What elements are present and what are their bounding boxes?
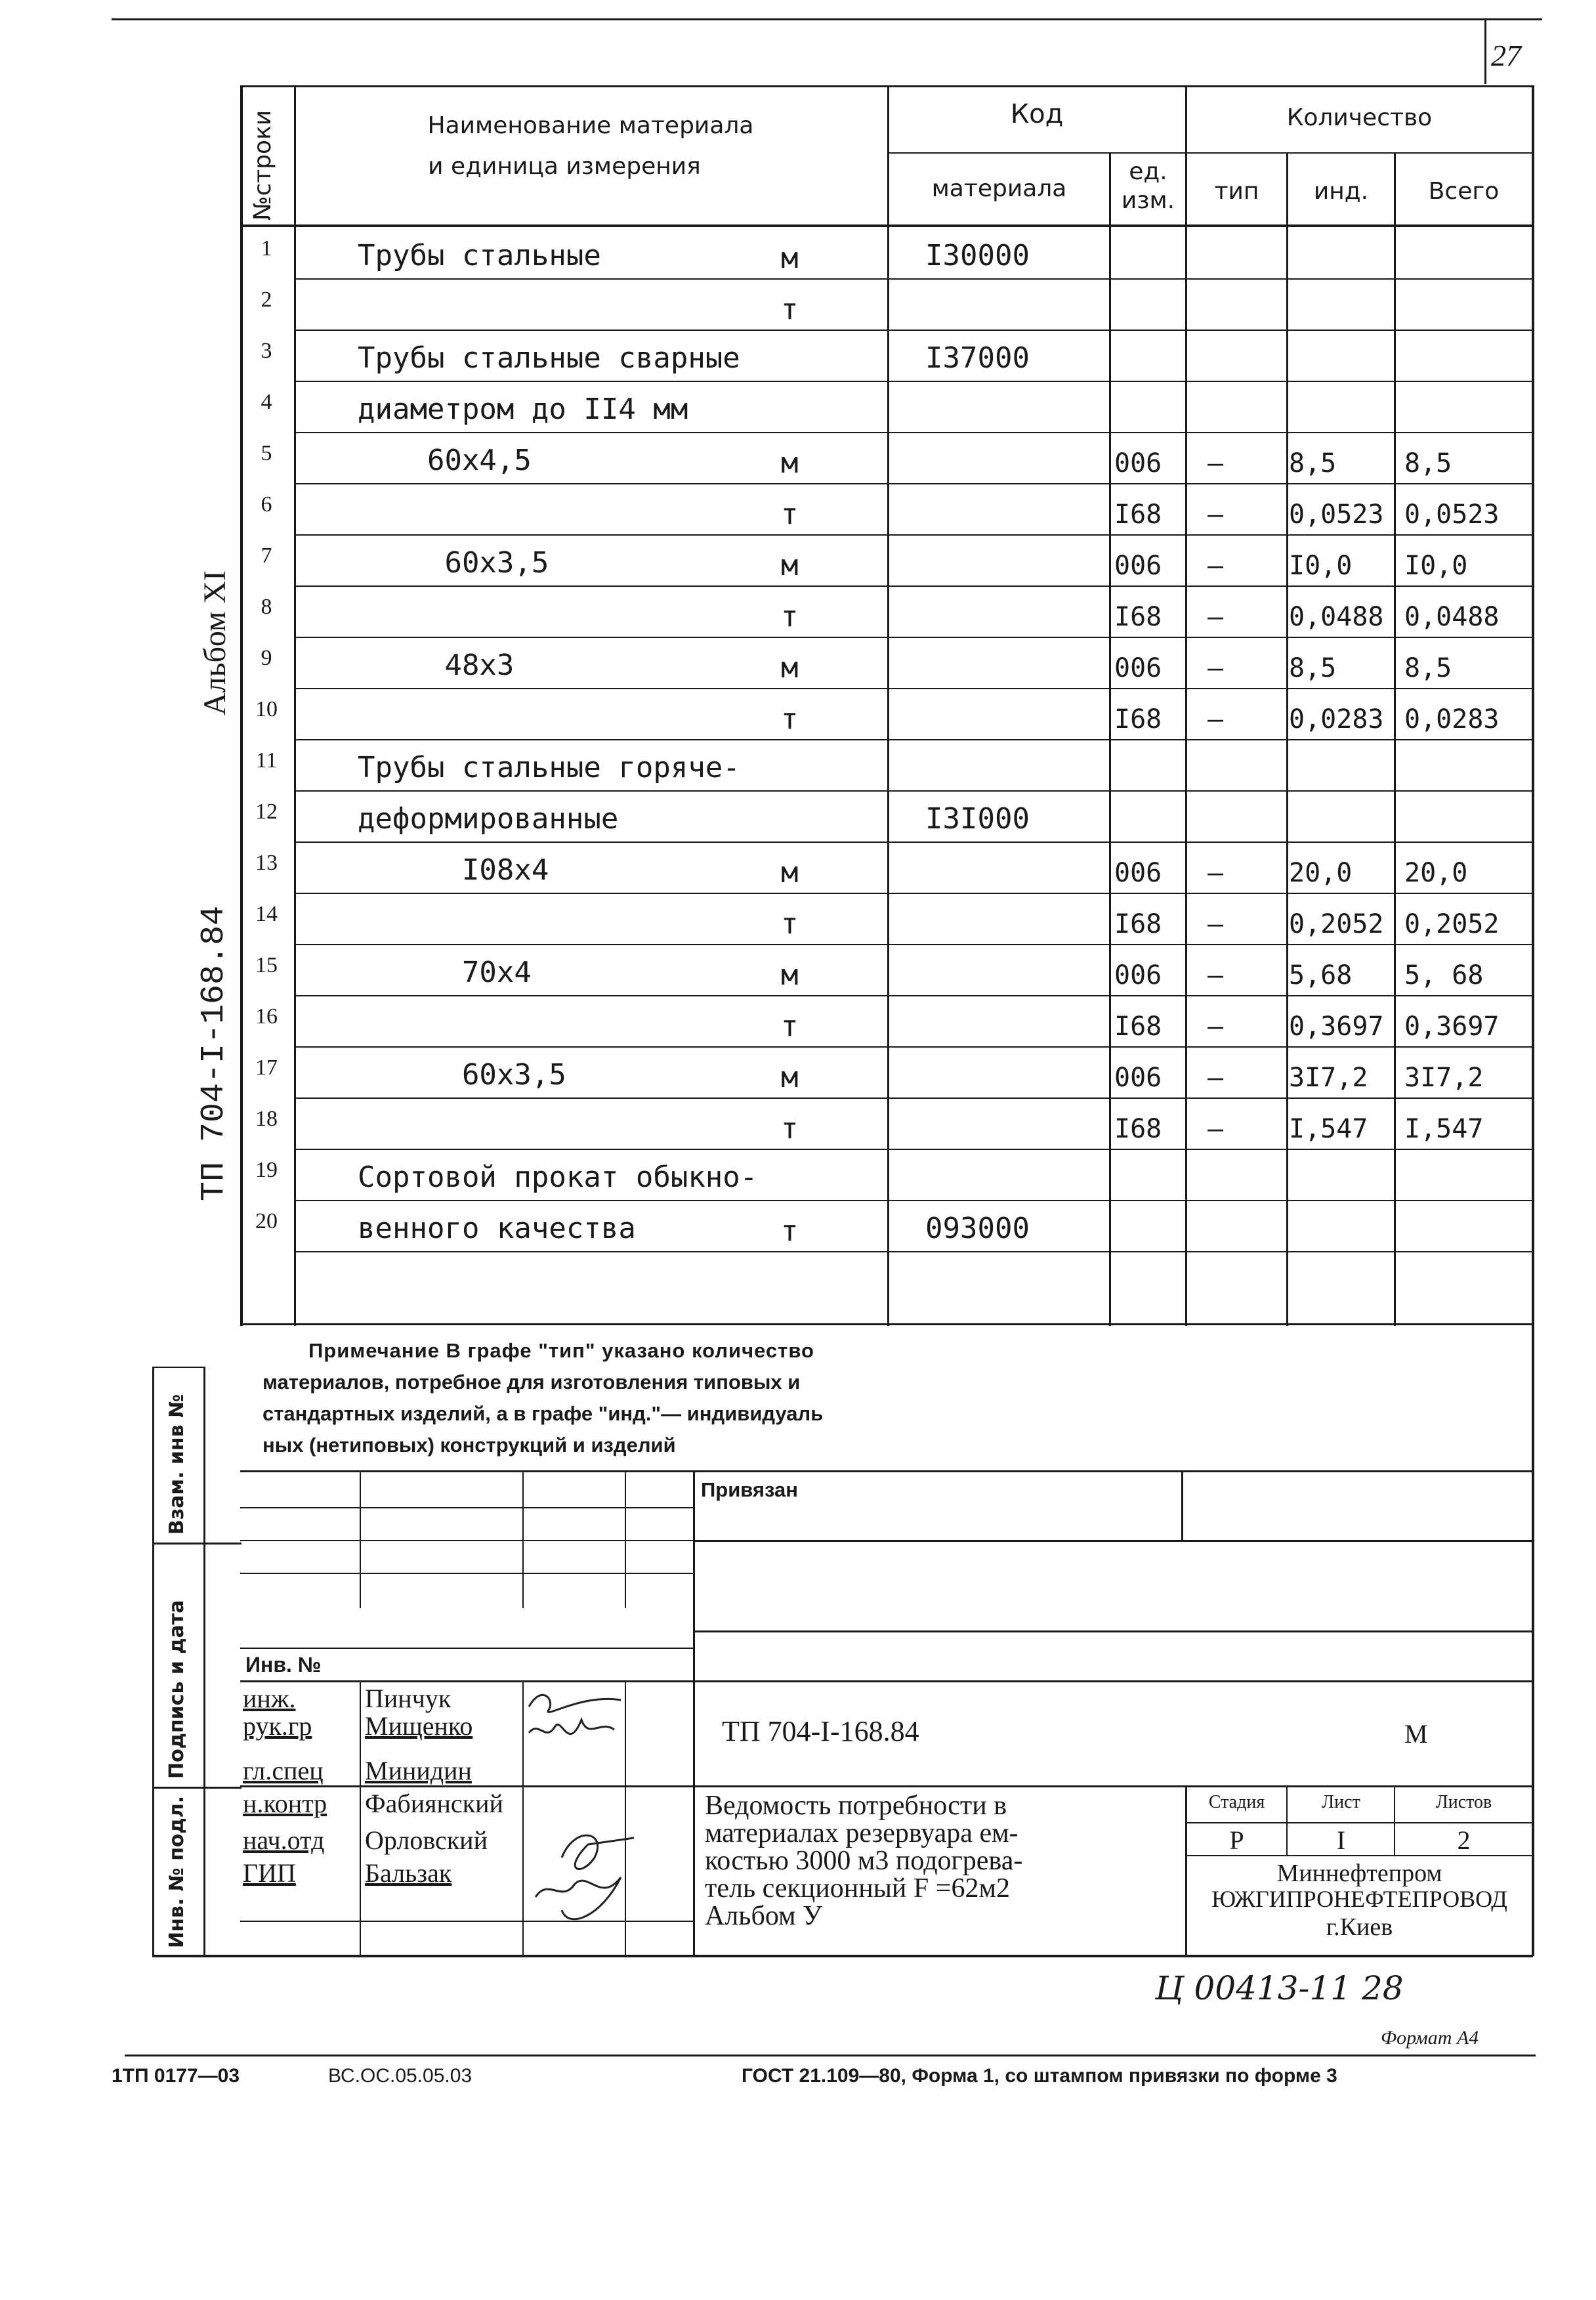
row-unit-code: I68 bbox=[1114, 909, 1162, 939]
sheet-label: Лист bbox=[1322, 1792, 1360, 1812]
row-qty-ind: 0,2052 bbox=[1289, 909, 1384, 939]
doc-title-4: тель секционный F =62м2 bbox=[705, 1873, 1011, 1904]
row-unit-letter: м bbox=[781, 856, 799, 889]
row-qty-ind: 5,68 bbox=[1289, 960, 1353, 990]
row-qty-type: – bbox=[1208, 909, 1224, 939]
doc-title-1: Ведомость потребности в bbox=[705, 1791, 1007, 1821]
row-qty-ind: 8,5 bbox=[1289, 448, 1337, 479]
sign-date-label: Подпись и дата bbox=[165, 1600, 188, 1779]
person-2: Мищенко bbox=[365, 1711, 473, 1741]
row-number: 12 bbox=[255, 799, 278, 824]
row-qty-total: I0,0 bbox=[1404, 551, 1468, 581]
row-number: 7 bbox=[261, 543, 272, 568]
row-qty-total: 0,0488 bbox=[1404, 602, 1500, 632]
row-name: 60x4,5 bbox=[358, 444, 532, 477]
row-qty-type: – bbox=[1208, 704, 1224, 735]
stage-value: Р bbox=[1229, 1825, 1244, 1855]
name-header-2: и единица измерения bbox=[428, 153, 701, 180]
row-qty-total: 8,5 bbox=[1404, 653, 1452, 683]
row-code: I37000 bbox=[925, 341, 1030, 375]
inv-no-label: Инв. № bbox=[245, 1653, 322, 1676]
role-1: инж. bbox=[243, 1684, 296, 1713]
note-line-4: ных (нетиповых) конструкций и изделий bbox=[262, 1434, 676, 1457]
privyazan-label: Привязан bbox=[701, 1478, 798, 1501]
row-name: венного качества bbox=[358, 1212, 636, 1245]
row-qty-ind: 3I7,2 bbox=[1289, 1063, 1368, 1093]
row-unit-letter: т bbox=[781, 1112, 799, 1145]
row-qty-type: – bbox=[1208, 500, 1224, 530]
row-name: деформированные bbox=[358, 802, 619, 836]
sheets-label: Листов bbox=[1435, 1792, 1492, 1812]
role-5: нач.отд bbox=[243, 1825, 325, 1855]
row-unit-letter: м bbox=[781, 958, 799, 992]
row-number: 10 bbox=[255, 697, 278, 721]
row-qty-type: – bbox=[1208, 551, 1224, 581]
person-6: Бальзак bbox=[365, 1858, 452, 1888]
row-qty-total: 8,5 bbox=[1404, 448, 1452, 479]
row-number: 5 bbox=[261, 441, 272, 465]
row-unit-letter: м bbox=[781, 549, 799, 582]
row-qty-type: – bbox=[1208, 1012, 1224, 1042]
doc-title-3: костью 3000 м3 подогрева- bbox=[705, 1846, 1023, 1876]
row-qty-total: 3I7,2 bbox=[1404, 1063, 1484, 1093]
role-4: н.контр bbox=[243, 1789, 327, 1818]
row-number: 6 bbox=[261, 492, 272, 517]
stage-label: Стадия bbox=[1208, 1792, 1265, 1812]
row-number: 9 bbox=[261, 646, 272, 670]
row-unit-letter: м bbox=[781, 242, 799, 275]
row-number: 2 bbox=[261, 288, 272, 312]
row-unit-code: I68 bbox=[1114, 704, 1162, 735]
qty-ind-header: инд. bbox=[1313, 178, 1369, 205]
row-qty-total: 0,3697 bbox=[1404, 1012, 1500, 1042]
row-unit-code: I68 bbox=[1114, 602, 1162, 632]
row-name: 70x4 bbox=[358, 956, 532, 989]
person-3: Минидин bbox=[365, 1756, 472, 1785]
album-label: Альбом XI bbox=[198, 570, 232, 715]
row-unit-code: I68 bbox=[1114, 1012, 1162, 1042]
note-line-1: Примечание В графе "тип" указано количество bbox=[308, 1339, 814, 1362]
row-code: I3I000 bbox=[925, 802, 1030, 836]
row-qty-type: – bbox=[1208, 960, 1224, 990]
row-unit-code: 006 bbox=[1114, 858, 1162, 888]
person-5: Орловский bbox=[365, 1825, 488, 1855]
inv-podl-label: Инв. № подл. bbox=[165, 1795, 188, 1948]
row-number: 4 bbox=[261, 390, 272, 414]
row-name: диаметром до II4 мм bbox=[358, 393, 688, 426]
quantity-header: Количество bbox=[1286, 104, 1433, 131]
row-number: 11 bbox=[255, 748, 278, 773]
row-qty-ind: 0,3697 bbox=[1289, 1012, 1384, 1042]
role-3: гл.спец bbox=[243, 1756, 324, 1785]
row-unit-code: I68 bbox=[1114, 1114, 1162, 1144]
row-code: 093000 bbox=[925, 1212, 1030, 1245]
row-number: 14 bbox=[255, 902, 278, 926]
footer-left: 1ТП 0177—03 bbox=[112, 2065, 240, 2087]
org-3: г.Киев bbox=[1326, 1913, 1393, 1941]
row-name: Трубы стальные сварные bbox=[358, 341, 740, 375]
row-qty-type: – bbox=[1208, 1063, 1224, 1093]
row-name: Сортовой прокат обыкно- bbox=[358, 1161, 758, 1194]
row-unit-letter: т bbox=[781, 293, 799, 326]
row-qty-type: – bbox=[1208, 858, 1224, 888]
row-unit-letter: т bbox=[781, 600, 799, 633]
row-qty-total: 20,0 bbox=[1404, 858, 1468, 888]
doc-code-side: ТП 704-I-168.84 bbox=[196, 905, 233, 1201]
row-unit-letter: т bbox=[781, 498, 799, 531]
row-qty-total: I,547 bbox=[1404, 1114, 1484, 1144]
role-6: ГИП bbox=[243, 1858, 296, 1888]
row-unit-letter: т bbox=[781, 1214, 799, 1248]
row-name: 60x3,5 bbox=[358, 1058, 566, 1092]
person-4: Фабиянский bbox=[365, 1789, 503, 1818]
note-line-2: материалов, потребное для изготовления типовых и bbox=[262, 1371, 801, 1394]
row-unit-letter: м bbox=[781, 651, 799, 685]
format-label: Формат А4 bbox=[1381, 2027, 1479, 2049]
name-header-1: Наименование материала bbox=[427, 112, 754, 139]
row-qty-ind: 20,0 bbox=[1289, 858, 1353, 888]
row-qty-ind: I,547 bbox=[1289, 1114, 1368, 1144]
row-qty-ind: 0,0523 bbox=[1289, 500, 1384, 530]
row-number: 20 bbox=[255, 1209, 278, 1233]
row-unit-code: 006 bbox=[1114, 551, 1162, 581]
note-line-3: стандартных изделий, а в графе "инд."— индивидуаль bbox=[262, 1402, 824, 1425]
row-qty-total: 0,0283 bbox=[1404, 704, 1500, 735]
row-name: Трубы стальные bbox=[358, 239, 601, 272]
row-unit-letter: м bbox=[781, 1061, 799, 1094]
row-unit-letter: т bbox=[781, 907, 799, 941]
qty-type-header: тип bbox=[1214, 178, 1259, 205]
role-2: рук.гр bbox=[243, 1711, 312, 1741]
row-unit-letter: м bbox=[781, 446, 799, 480]
row-name: I08x4 bbox=[358, 853, 549, 887]
doc-title-2: материалах резервуара ем- bbox=[705, 1818, 1018, 1848]
row-number-header: №строки bbox=[249, 110, 276, 221]
row-number: 8 bbox=[261, 595, 272, 619]
row-code: I30000 bbox=[925, 239, 1030, 272]
row-name: 60x3,5 bbox=[358, 546, 549, 580]
row-number: 1 bbox=[261, 236, 272, 261]
row-qty-ind: 0,0488 bbox=[1289, 602, 1384, 632]
stamp-doc-code: ТП 704-I-168.84 bbox=[722, 1715, 919, 1747]
row-qty-type: – bbox=[1208, 653, 1224, 683]
sheets-value: 2 bbox=[1457, 1825, 1471, 1855]
doc-title-5: Альбом У bbox=[705, 1901, 822, 1931]
row-number: 19 bbox=[255, 1158, 278, 1182]
row-qty-type: – bbox=[1208, 602, 1224, 632]
code-header: Код bbox=[1010, 99, 1064, 129]
row-unit-code: 006 bbox=[1114, 653, 1162, 683]
org-1: Миннефтепром bbox=[1276, 1860, 1442, 1887]
row-unit-letter: т bbox=[781, 1010, 799, 1043]
row-unit-letter: т bbox=[781, 702, 799, 736]
sheet-value: I bbox=[1336, 1825, 1346, 1855]
qty-total-header: Всего bbox=[1428, 178, 1500, 205]
row-qty-ind: I0,0 bbox=[1289, 551, 1353, 581]
row-name: 48x3 bbox=[358, 649, 514, 682]
footer-right: ГОСТ 21.109—80, Форма 1, со штампом привязки по форме 3 bbox=[742, 2065, 1337, 2087]
row-name: Трубы стальные горяче- bbox=[358, 751, 740, 784]
row-qty-type: – bbox=[1208, 1114, 1224, 1144]
row-qty-total: 5, 68 bbox=[1404, 960, 1484, 990]
row-unit-code: I68 bbox=[1114, 500, 1162, 530]
signatures-graphic bbox=[522, 1680, 654, 1930]
unit-header-1: ед. bbox=[1129, 158, 1167, 185]
sheet-number: 27 bbox=[1491, 39, 1521, 72]
row-number: 17 bbox=[255, 1055, 278, 1080]
vzam-label: Взам. инв № bbox=[165, 1394, 188, 1535]
row-qty-type: – bbox=[1208, 448, 1224, 479]
row-qty-ind: 0,0283 bbox=[1289, 704, 1384, 735]
row-unit-code: 006 bbox=[1114, 960, 1162, 990]
row-unit-code: 006 bbox=[1114, 448, 1162, 479]
row-number: 18 bbox=[255, 1107, 278, 1131]
stamp-letter: М bbox=[1404, 1719, 1428, 1749]
archive-number: Ц 00413-11 28 bbox=[1155, 1969, 1404, 2007]
row-number: 3 bbox=[261, 339, 272, 363]
unit-header-2: изм. bbox=[1121, 187, 1175, 214]
org-2: ЮЖГИПРОНЕФТЕПРОВОД bbox=[1211, 1886, 1507, 1912]
row-number: 13 bbox=[255, 851, 278, 875]
person-1: Пинчук bbox=[365, 1684, 452, 1713]
row-qty-total: 0,2052 bbox=[1404, 909, 1500, 939]
footer-mid: ВС.ОС.05.05.03 bbox=[328, 2065, 472, 2087]
row-number: 15 bbox=[255, 953, 278, 977]
code-material-header: материала bbox=[931, 175, 1067, 202]
row-qty-total: 0,0523 bbox=[1404, 500, 1500, 530]
row-number: 16 bbox=[255, 1004, 278, 1029]
row-unit-code: 006 bbox=[1114, 1063, 1162, 1093]
row-qty-ind: 8,5 bbox=[1289, 653, 1337, 683]
